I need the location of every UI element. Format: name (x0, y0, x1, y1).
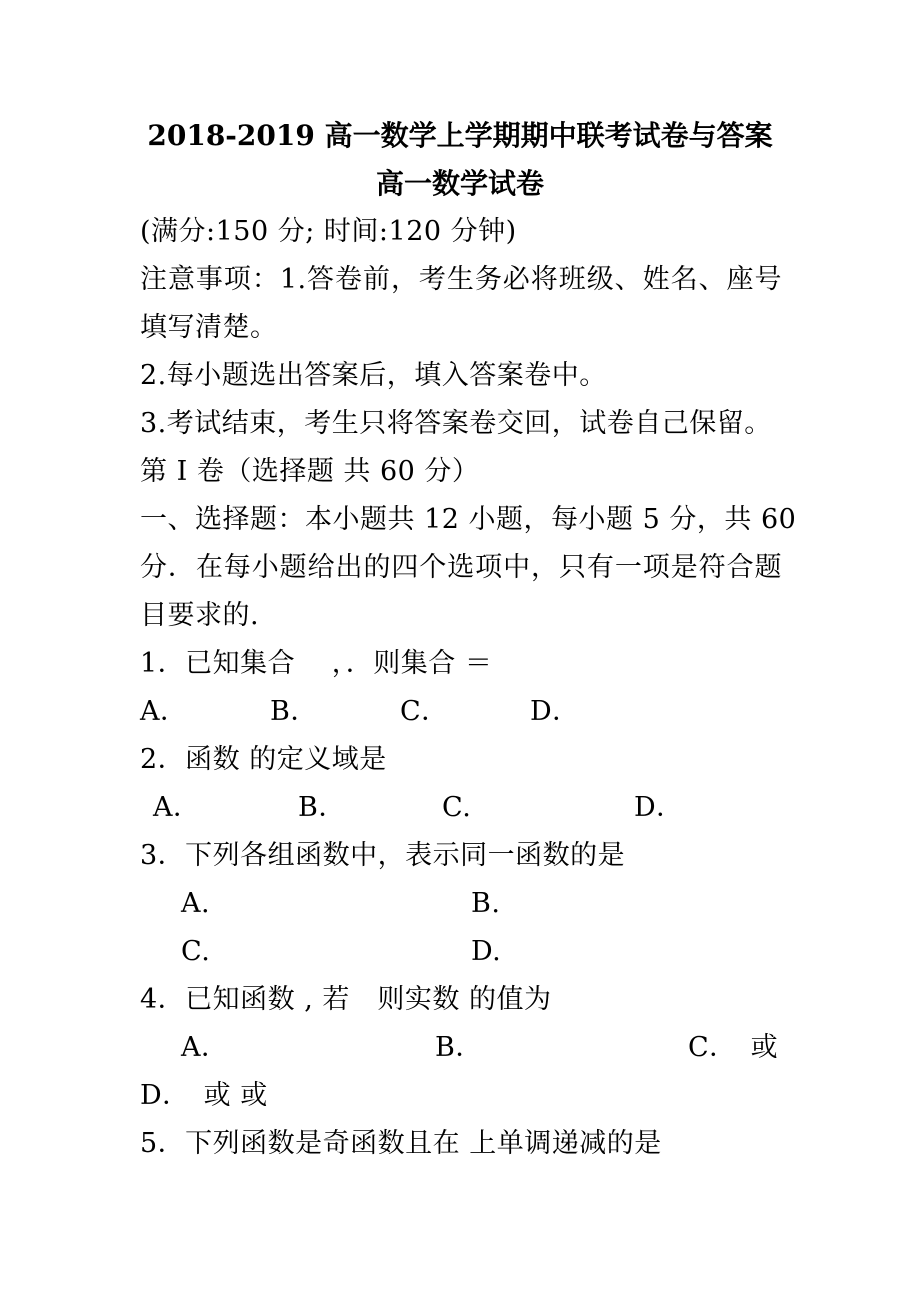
exam-meta: (满分:150 分; 时间:120 分钟) (140, 216, 517, 247)
notes-line-1: 注意事项：1.答卷前，考生务必将班级、姓名、座号 (140, 264, 782, 295)
question-2-option-a: A． (153, 792, 201, 823)
section-1-line-3: 目要求的. (140, 600, 260, 631)
question-1-option-d: D． (530, 696, 580, 727)
question-2-option-c: C. (442, 792, 472, 823)
question-3-option-a: A. (181, 888, 211, 919)
question-4-option-c: C． 或 (688, 1032, 779, 1063)
question-5-stem: 5．下列函数是奇函数且在 上单调递减的是 (140, 1128, 662, 1159)
question-3-option-c: C. (181, 936, 211, 967)
question-4-option-a: A． (181, 1032, 229, 1063)
question-4-stem: 4．已知函数 , 若 则实数 的值为 (140, 984, 552, 1015)
question-1-option-a: A． (140, 696, 188, 727)
notes-line-3: 3.考试结束，考生只将答案卷交回，试卷自己保留。 (140, 408, 772, 439)
question-1-option-b: B． (270, 696, 318, 727)
section-1-line-2: 分．在每小题给出的四个选项中，只有一项是符合题 (140, 552, 782, 583)
question-1-stem: 1．已知集合 ，．则集合 ＝ (140, 648, 493, 679)
document-title: 2018-2019 高一数学上学期期中联考试卷与答案 (147, 119, 773, 152)
notes-line-1-cont: 填写清楚。 (140, 312, 278, 343)
question-3-stem: 3．下列各组函数中，表示同一函数的是 (140, 840, 626, 871)
question-4-option-b: B． (435, 1032, 483, 1063)
question-2-stem: 2．函数 的定义域是 (140, 744, 387, 775)
part-1-heading: 第 I 卷（选择题 共 60 分） (140, 456, 480, 487)
question-2-option-d: D． (634, 792, 684, 823)
question-4-option-d: D． 或 或 (140, 1080, 268, 1111)
exam-subtitle: 高一数学试卷 (375, 167, 544, 200)
question-3-option-b: B. (471, 888, 501, 919)
question-3-option-d: D. (471, 936, 502, 967)
section-1-line-1: 一、选择题：本小题共 12 小题，每小题 5 分，共 60 (140, 504, 797, 535)
question-1-option-c: C． (400, 696, 449, 727)
notes-line-2: 2.每小题选出答案后，填入答案卷中。 (140, 360, 607, 391)
question-2-option-b: B． (298, 792, 346, 823)
